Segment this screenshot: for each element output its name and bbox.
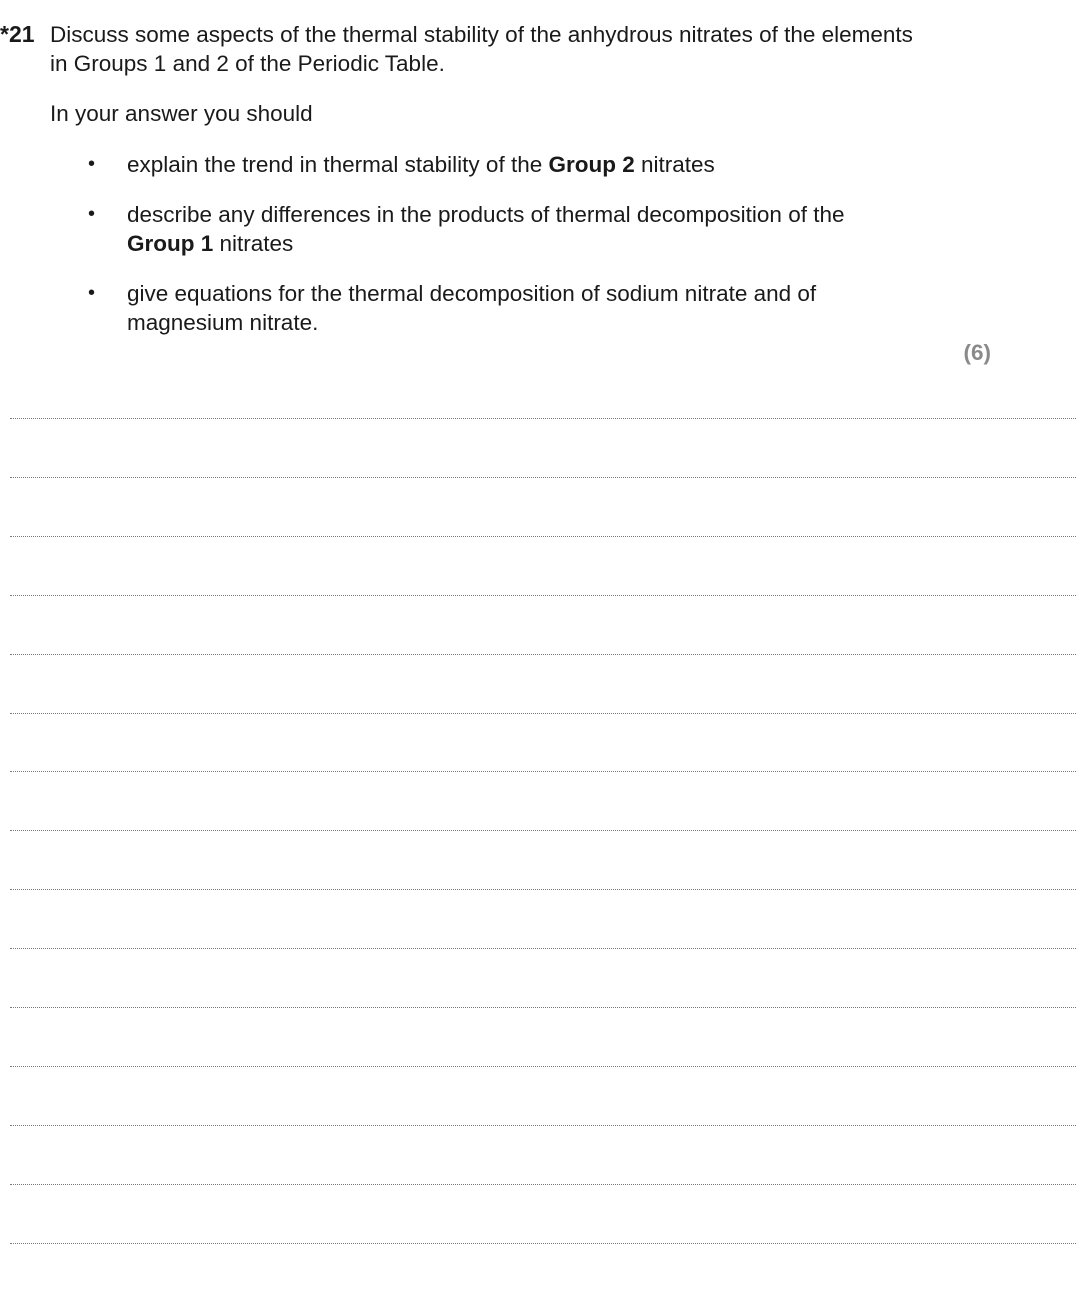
bullet-marker: •	[88, 203, 96, 225]
answer-line[interactable]	[10, 1007, 1076, 1008]
bullet-item	[127, 279, 887, 337]
bullet-text-bold: Group 2	[548, 152, 635, 177]
marks-allocation: (6)	[963, 340, 991, 365]
answer-line[interactable]	[10, 1066, 1076, 1067]
question-text: Discuss some aspects of the thermal stability of the anhydrous nitrates of the elements in Groups 1 and 2 of the Periodic Table.	[50, 22, 913, 76]
answer-line[interactable]	[10, 889, 1076, 890]
question-intro: In your answer you should	[50, 101, 313, 126]
question-number: *21	[0, 21, 35, 47]
answer-line[interactable]	[10, 830, 1076, 831]
bullet-text-pre: describe any differences in the products of thermal decomposition of the	[127, 202, 845, 227]
answer-line[interactable]	[10, 654, 1076, 655]
answer-line[interactable]	[10, 948, 1076, 949]
answer-line[interactable]	[10, 771, 1076, 772]
answer-line[interactable]	[10, 595, 1076, 596]
bullet-text-pre: explain the trend in thermal stability of the	[127, 152, 549, 177]
answer-line[interactable]	[10, 477, 1076, 478]
bullet-text-pre: give equations for the thermal decomposition of sodium nitrate and of magnesium nitrate.	[127, 281, 817, 335]
bullet-text-post: nitrates	[213, 231, 294, 256]
bullet-marker: •	[88, 153, 96, 175]
bullet-item	[127, 200, 917, 258]
bullet-text-post: nitrates	[634, 152, 715, 177]
bullet-text-bold: Group 1	[127, 231, 214, 256]
answer-line[interactable]	[10, 1184, 1076, 1185]
bullet-item	[127, 150, 927, 179]
answer-line[interactable]	[10, 418, 1076, 419]
bullet-marker: •	[88, 282, 96, 304]
answer-line[interactable]	[10, 1243, 1076, 1244]
answer-line[interactable]	[10, 1125, 1076, 1126]
answer-line[interactable]	[10, 713, 1076, 714]
answer-line[interactable]	[10, 536, 1076, 537]
